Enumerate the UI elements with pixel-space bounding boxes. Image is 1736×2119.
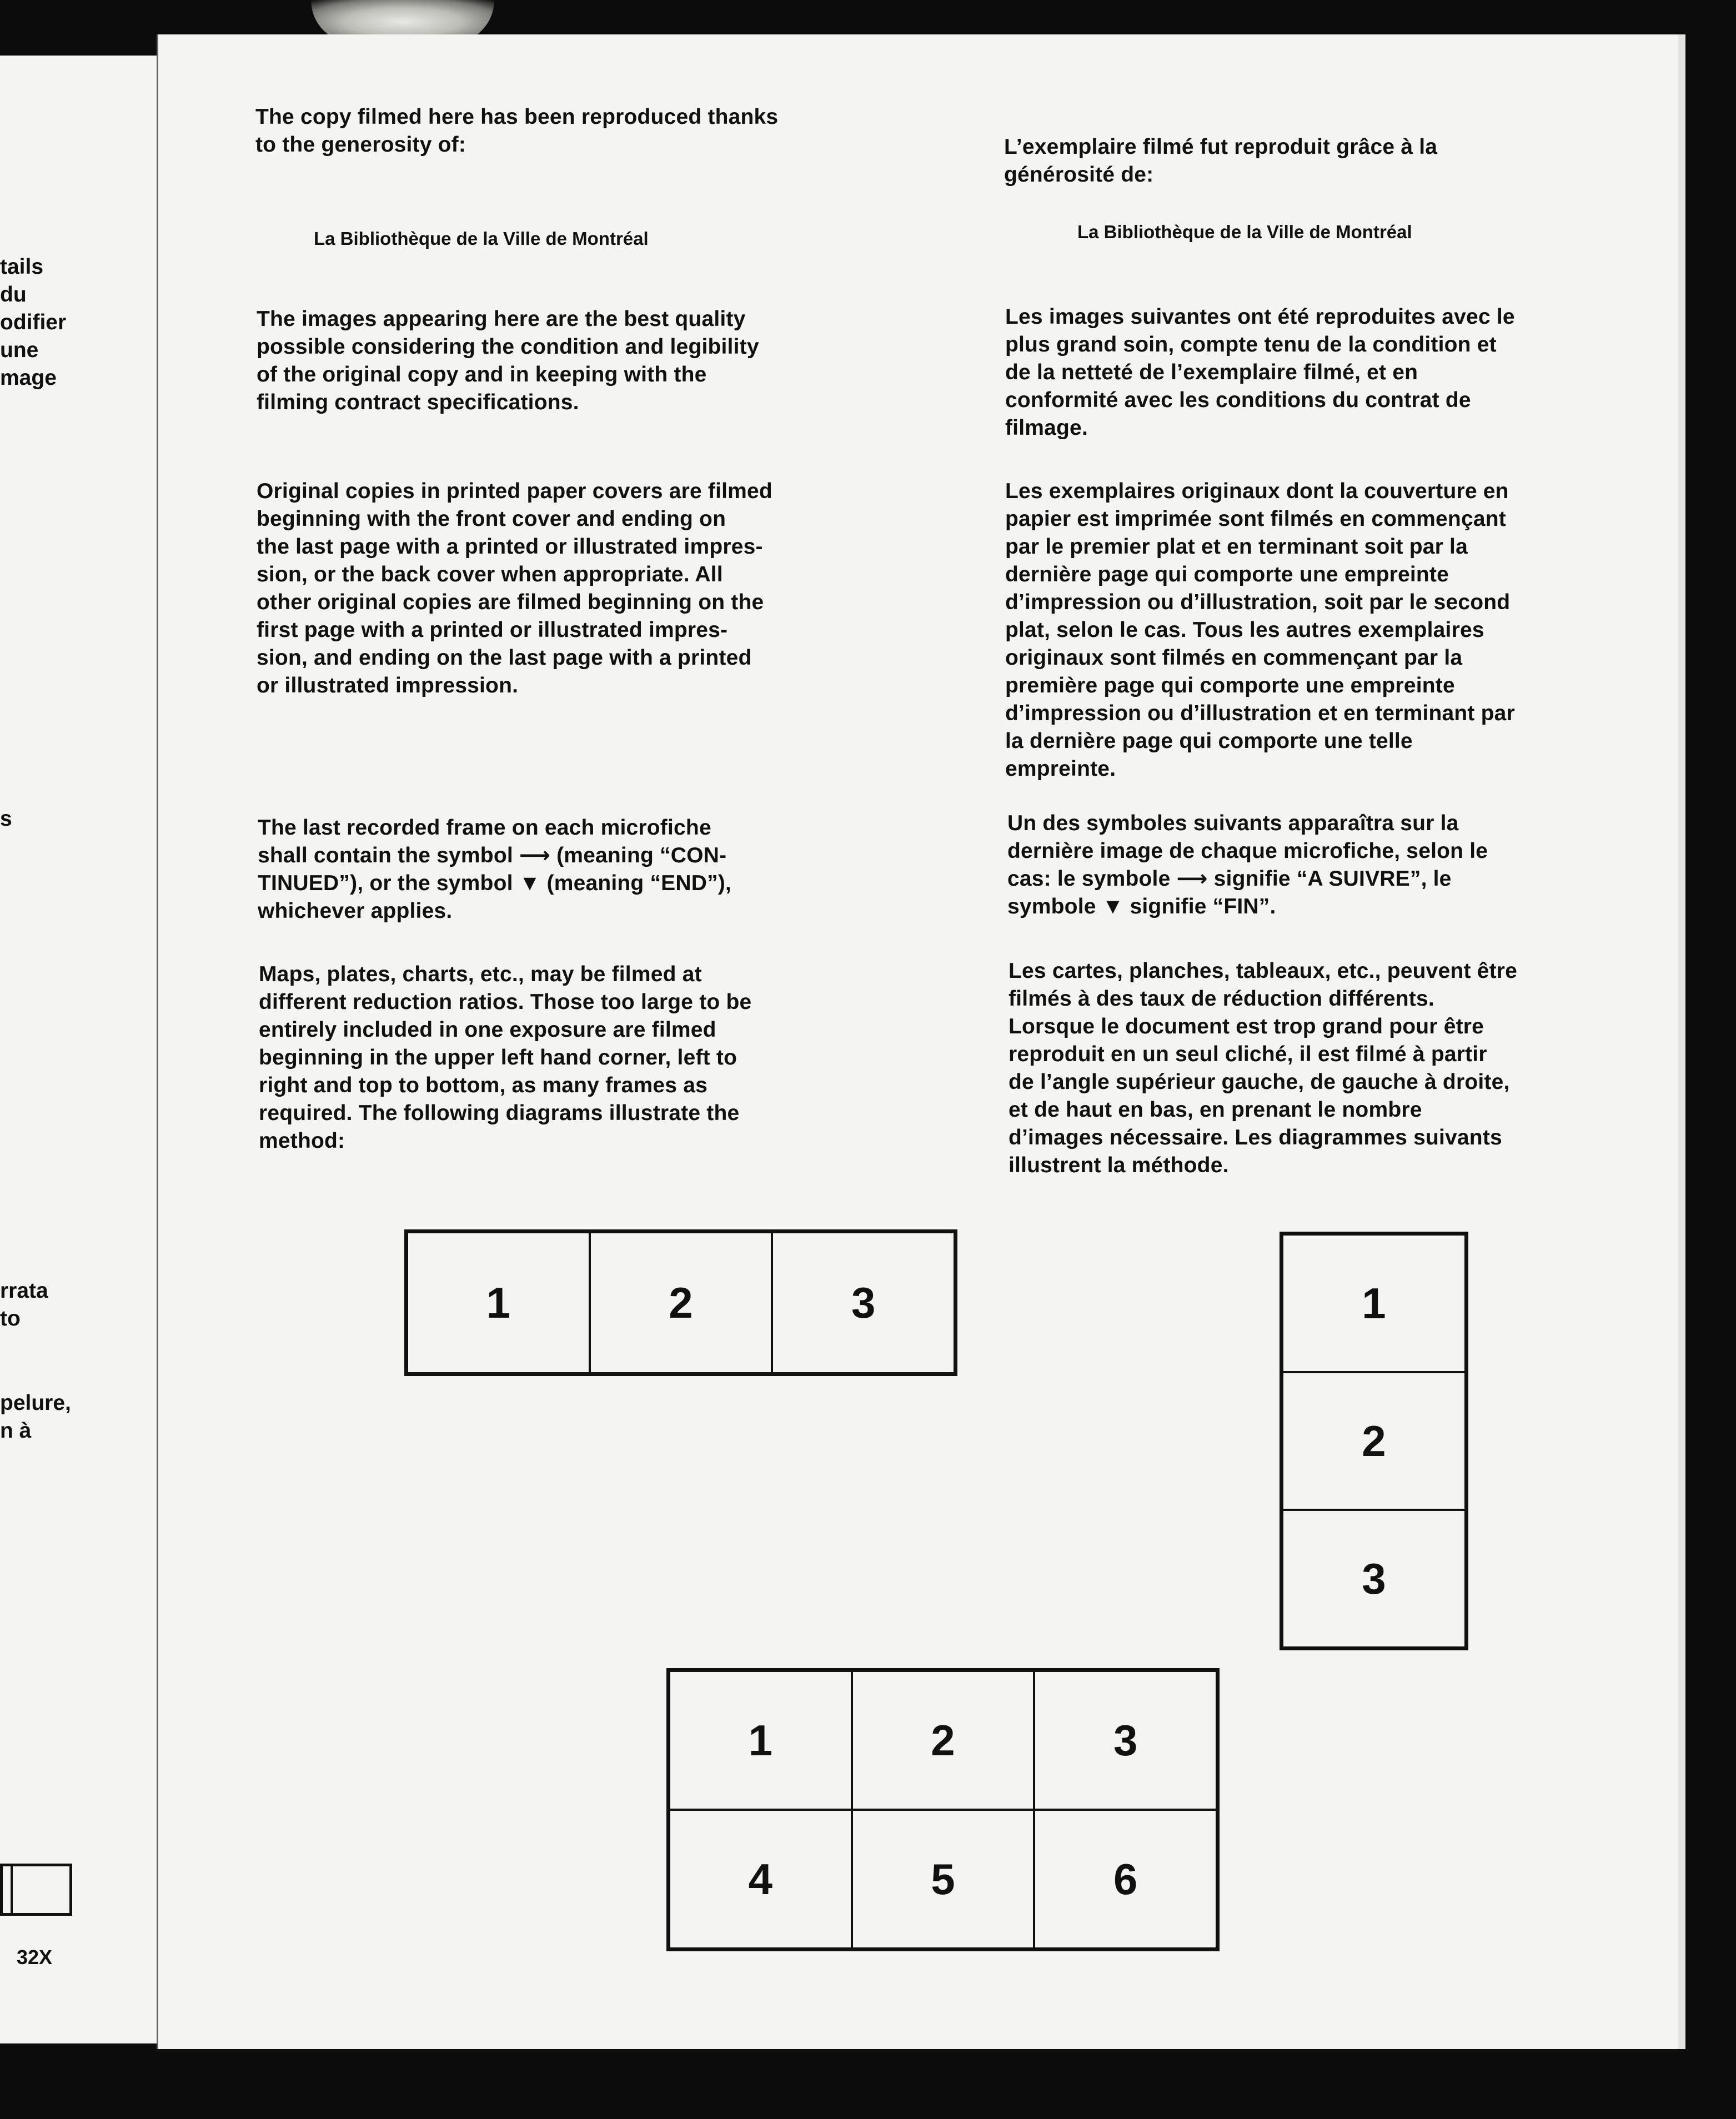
horizontal-frame-diagram	[404, 1229, 957, 1376]
diagram-cell: 2	[1282, 1372, 1466, 1510]
diagram-cell: 2	[852, 1671, 1035, 1810]
left-margin-fragment-4: pelure, n à	[0, 1391, 71, 1443]
french-maps-paragraph: Les cartes, planches, tableaux, etc., peuvent être filmés à des taux de réduction différents. Lorsque le document est trop grand pour être reproduit en un seul cliché, il est filmé à partir de l’angle supérieur gauche, de gauche à droite, et de haut en bas, en prenant le nombre d’images nécessaire. Les diagrammes suivants illustrent la méthode.	[1009, 959, 1518, 1177]
english-quality-paragraph: The images appearing here are the best quality possible considering the condition and legibility of the original copy and in keeping with the filming contract specifications.	[257, 307, 759, 414]
english-originals-paragraph: Original copies in printed paper covers are filmed beginning with the front cover and ending on the last page with a printed or illustrated impres- sion, or the back cover when appropriate. All other original copies are filmed beginning on the first page with a printed or illustrated impres- sion, and ending on the last page with a printed or illustrated impression.	[257, 479, 772, 697]
diagram-cell: 1	[407, 1232, 590, 1373]
reduction-scale-box	[0, 1864, 72, 1916]
diagram-cell: 3	[1282, 1510, 1466, 1648]
french-intro: L’exemplaire filmé fut reproduit grâce à la générosité de:	[1004, 135, 1438, 187]
diagram-cell: 3	[772, 1232, 955, 1373]
left-adjacent-page	[0, 56, 157, 2043]
diagram-cell: 3	[1034, 1671, 1217, 1810]
vertical-frame-diagram	[1280, 1232, 1468, 1650]
french-quality-paragraph: Les images suivantes ont été reproduites avec le plus grand soin, compte tenu de la condition et de la netteté de l’exemplaire filmé, et en conformité avec les conditions du contrat de filmage.	[1005, 305, 1515, 440]
diagram-cell: 5	[852, 1810, 1035, 1949]
french-originals-paragraph: Les exemplaires originaux dont la couverture en papier est imprimée sont filmés en commençant par le premier plat et en terminant soit par la dernière page qui comporte une empreinte d’impression ou d’illustration, soit par le second plat, selon le cas. Tous les autres exemplaires originaux sont filmés en commençant par la première page qui comporte une empreinte d’impression ou d’illustration et en terminant par la dernière page qui comporte une telle empreinte.	[1005, 479, 1515, 781]
diagram-cell: 4	[669, 1810, 852, 1949]
left-margin-fragment-1: tails du odifier une mage	[0, 255, 67, 390]
left-margin-fragment-2: s	[0, 807, 12, 831]
diagram-cell: 1	[669, 1671, 852, 1810]
french-library-name: La Bibliothèque de la Ville de Montréal	[1077, 222, 1412, 242]
english-symbols-paragraph: The last recorded frame on each microfiche shall contain the symbol ⟶ (meaning “CON- TINUED”), or the symbol ▼ (meaning “END”), whichever applies.	[258, 816, 732, 923]
left-margin-fragment-3: rrata to	[0, 1279, 48, 1330]
english-intro: The copy filmed here has been reproduced thanks to the generosity of:	[255, 105, 779, 157]
grid-frame-diagram	[666, 1668, 1220, 1951]
reduction-scale-label: 32X	[17, 1946, 53, 1969]
french-symbols-paragraph: Un des symboles suivants apparaîtra sur la dernière image de chaque microfiche, selon le cas: le symbole ⟶ signifie “A SUIVRE”, le symbole ▼ signifie “FIN”.	[1007, 811, 1488, 918]
diagram-cell: 6	[1034, 1810, 1217, 1949]
diagram-cell: 1	[1282, 1234, 1466, 1372]
diagram-cell: 2	[590, 1232, 772, 1373]
english-library-name: La Bibliothèque de la Ville de Montréal	[314, 228, 649, 249]
english-maps-paragraph: Maps, plates, charts, etc., may be filmed at different reduction ratios. Those too large to be entirely included in one exposure are filmed beginning in the upper left hand corner, left to right and top to bottom, as many frames as required. The following diagrams illustrate the method:	[259, 962, 752, 1153]
